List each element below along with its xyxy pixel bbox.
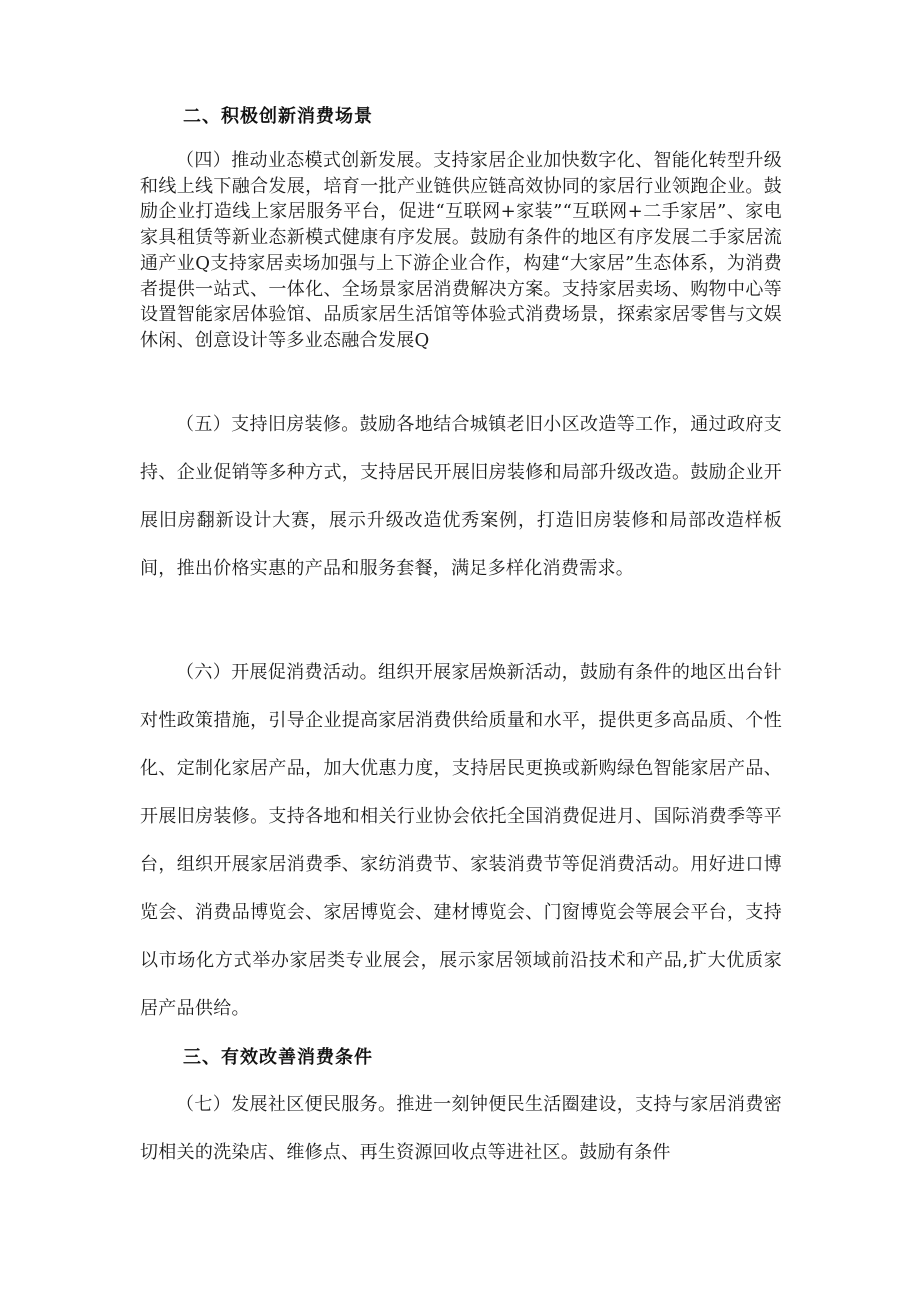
paragraph-7: （七）发展社区便民服务。推进一刻钟便民生活圈建设，支持与家居消费密切相关的洗染店、维修点、再生资源回收点等进社区。鼓励有条件 bbox=[140, 1094, 782, 1163]
section-heading-3: 三、有效改善消费条件 bbox=[183, 1047, 373, 1068]
paragraph-4: （四）推动业态模式创新发展。支持家居企业加快数字化、智能化转型升级和线上线下融合发展，培育一批产业链供应链高效协同的家居行业领跑企业。鼓励企业打造线上家居服务平台，促进“互联网+家装”“互联网+二手家居”、家电家具租赁等新业态新模式健康有序发展。鼓励有条件的地区有序发展二手家居流通产业Q支持家居卖场加强与上下游企业合作，构建“大家居”生态体系，为消费者提供一站式、一体化、全场景家居消费解决方案。支持家居卖场、购物中心等设置智能家居体验馆、品质家居生活馆等体验式消费场景，探索家居零售与文娱休闲、创意设计等多业态融合发展Q bbox=[140, 150, 782, 351]
paragraph-6: （六）开展促消费活动。组织开展家居焕新活动，鼓励有条件的地区出台针对性政策措施，引导企业提高家居消费供给质量和水平，提供更多高品质、个性化、定制化家居产品，加大优惠力度，支持居民更换或新购绿色智能家居产品、开展旧房装修。支持各地和相关行业协会依托全国消费促进月、国际消费季等平台，组织开展家居消费季、家纺消费节、家装消费节等促消费活动。用好进口博览会、消费品博览会、家居博览会、建材博览会、门窗博览会等展会平台，支持以市场化方式举办家居类专业展会，展示家居领域前沿技术和产品,扩大优质家居产品供给。 bbox=[140, 662, 782, 1019]
paragraph-5: （五）支持旧房装修。鼓励各地结合城镇老旧小区改造等工作，通过政府支持、企业促销等多种方式，支持居民开展旧房装修和局部升级改造。鼓励企业开展旧房翻新设计大赛，展示升级改造优秀案例，打造旧房装修和局部改造样板间，推出价格实惠的产品和服务套餐，满足多样化消费需求。 bbox=[140, 414, 782, 579]
section-heading-2: 二、积极创新消费场景 bbox=[183, 106, 373, 127]
